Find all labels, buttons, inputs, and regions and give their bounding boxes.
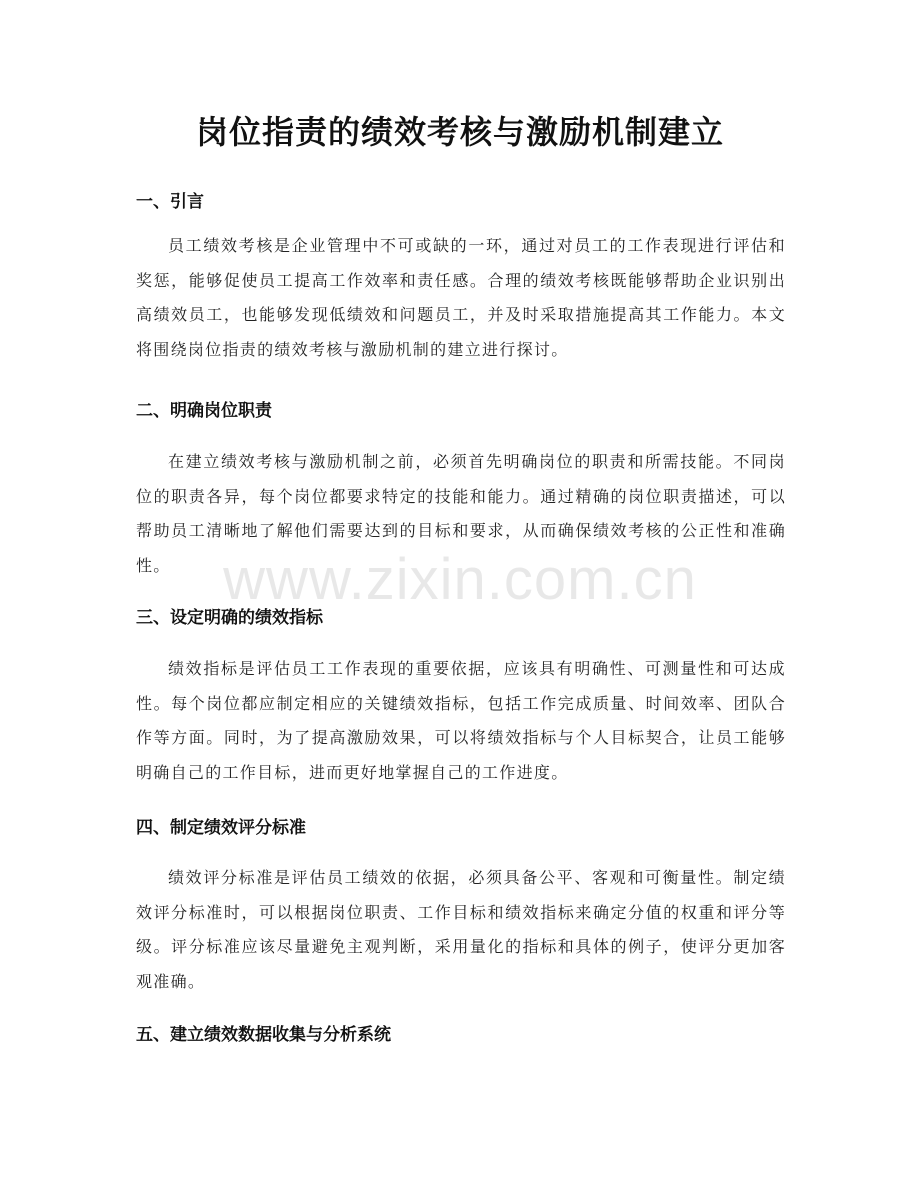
section-paragraph-3: 绩效指标是评估员工工作表现的重要依据，应该具有明确性、可测量性和可达成性。每个岗位都应制定相应的关键绩效指标，包括工作完成质量、时间效率、团队合作等方面。同时，为了提高激励效果，可以将绩效指标与个人目标契合，让员工能够明确自己的工作目标，进而更好地掌握自己的工作进度。 — [136, 659, 786, 782]
section-heading-1: 一、引言 — [136, 192, 204, 212]
section-heading-3: 三、设定明确的绩效指标 — [136, 608, 323, 628]
section-heading-4: 四、制定绩效评分标准 — [136, 818, 306, 838]
watermark: www.zixin.com.cn — [223, 547, 697, 612]
section-paragraph-4: 绩效评分标准是评估员工绩效的依据，必须具备公平、客观和可衡量性。制定绩效评分标准时，可以根据岗位职责、工作目标和绩效指标来确定分值的权重和评分等级。评分标准应该尽量避免主观判断，采用量化的指标和具体的例子，使评分更加客观准确。 — [136, 868, 786, 991]
section-heading-5: 五、建立绩效数据收集与分析系统 — [136, 1025, 391, 1045]
section-paragraph-1: 员工绩效考核是企业管理中不可或缺的一环，通过对员工的工作表现进行评估和奖惩，能够促使员工提高工作效率和责任感。合理的绩效考核既能够帮助企业识别出高绩效员工，也能够发现低绩效和问题员工，并及时采取措施提高其工作能力。本文将围绕岗位指责的绩效考核与激励机制的建立进行探讨。 — [136, 236, 786, 359]
document-title: 岗位指责的绩效考核与激励机制建立 — [195, 113, 724, 151]
section-heading-2: 二、明确岗位职责 — [136, 401, 272, 421]
section-paragraph-2: 在建立绩效考核与激励机制之前，必须首先明确岗位的职责和所需技能。不同岗位的职责各异，每个岗位都要求特定的技能和能力。通过精确的岗位职责描述，可以帮助员工清晰地了解他们需要达到的目标和要求，从而确保绩效考核的公正性和准确性。 — [136, 452, 786, 575]
